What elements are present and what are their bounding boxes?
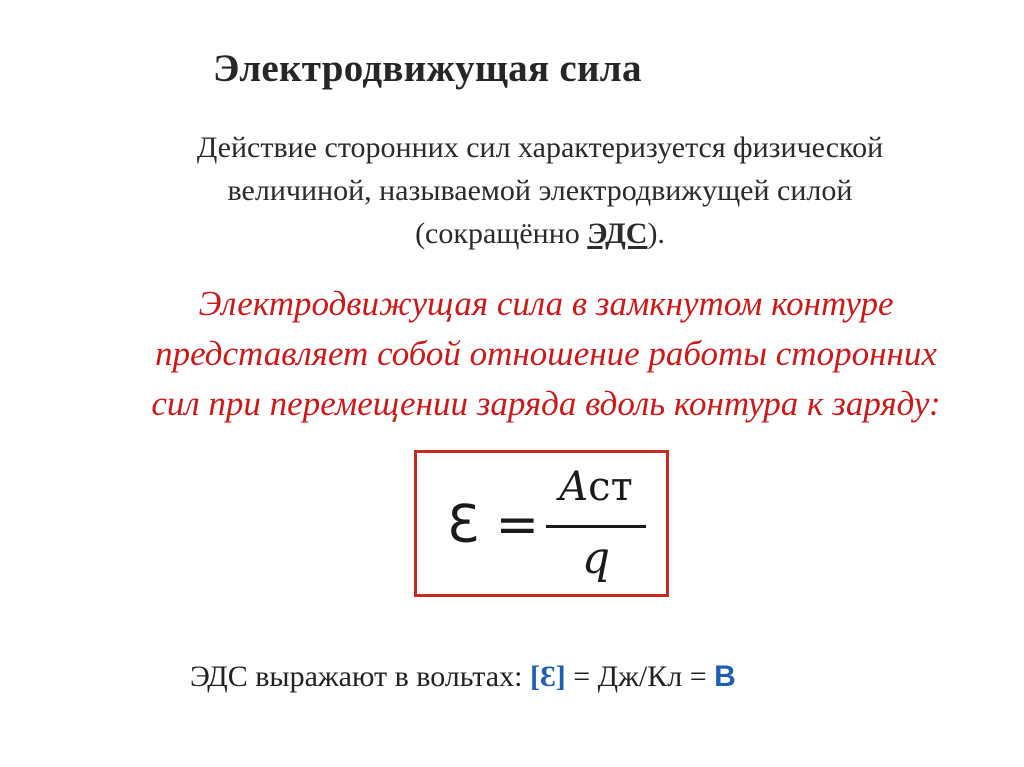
definition-line-3: сил при перемещении заряда вдоль контура к заряду: <box>151 384 941 423</box>
emf-unit-bracket: [Ɛ] <box>529 660 566 693</box>
emf-definition <box>88 279 1004 429</box>
numerator-variable: A <box>559 464 589 510</box>
intro-line-3-suffix: ). <box>647 217 665 250</box>
formula-denominator: q <box>581 533 611 584</box>
formula-lhs: Ɛ = <box>447 495 540 555</box>
fraction-bar <box>546 525 646 528</box>
formula-box <box>414 450 669 597</box>
intro-line-3-prefix: (сокращённо <box>415 217 588 250</box>
units-prefix: ЭДС выражают в вольтах: <box>190 660 530 693</box>
numerator-subscript: ст <box>588 464 633 510</box>
emf-abbreviation: ЭДС <box>587 217 648 250</box>
volt-symbol: В <box>714 660 736 693</box>
slide-title: Электродвижущая сила <box>213 47 642 90</box>
intro-line-2: величиной, называемой электродвижущей силой <box>227 174 853 207</box>
units-line <box>190 660 736 694</box>
intro-paragraph <box>110 126 970 255</box>
intro-line-3 <box>110 212 970 255</box>
definition-line-1: Электродвижущая сила в замкнутом контуре <box>198 284 894 323</box>
formula-fraction <box>546 461 646 591</box>
units-middle: = Дж/Кл = <box>565 660 715 693</box>
formula-numerator <box>546 465 646 509</box>
intro-line-1: Действие сторонних сил характеризуется физической <box>196 131 884 164</box>
definition-line-2: представляет собой отношение работы сторонних <box>155 334 937 373</box>
